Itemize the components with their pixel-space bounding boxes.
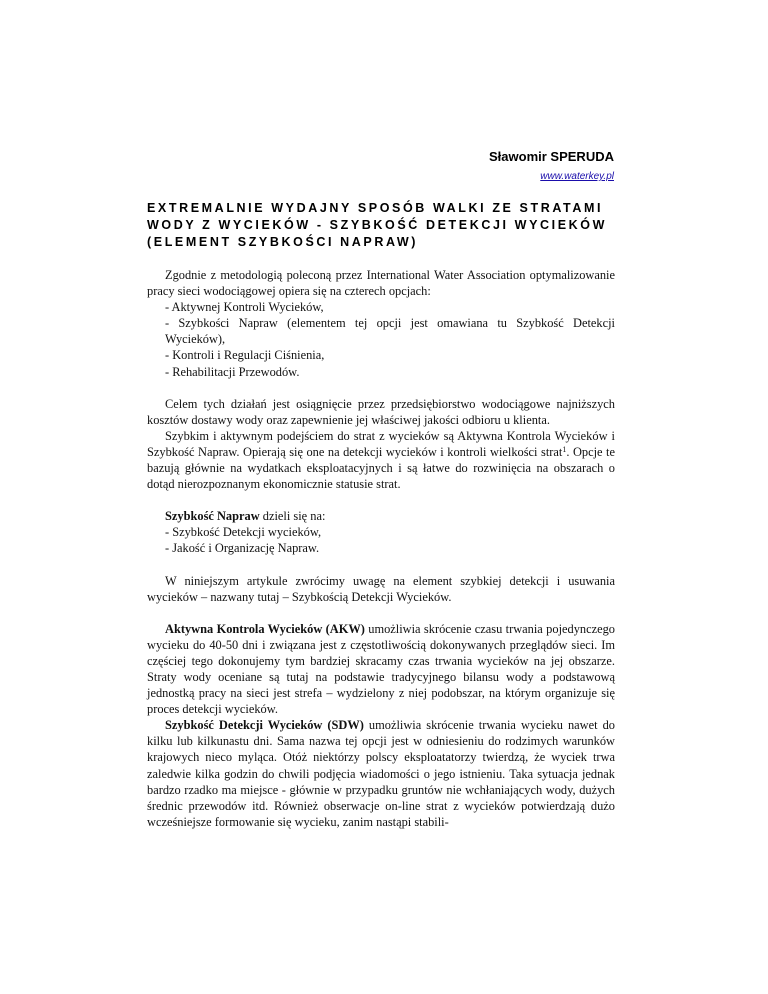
article-title: EXTREMALNIE WYDAJNY SPOSÓB WALKI ZE STRATAMI WODY Z WYCIEKÓW - SZYBKOŚĆ DETEKCJI WYCIEKÓW (ELEMENT SZYBKOŚCI NAPRAW) [147, 201, 608, 249]
split-rest: dzieli się na: [259, 509, 326, 524]
sdw-text: umożliwia skrócenie trwania wycieku nawet do kilku lub kilkunastu dni. Sama nazwa tej opcji jest w odniesieniu do rodzimych warunków krajowych nieco myląca. Otóż niektórzy polscy eksploatatorzy twierdzą, że wyciek trwa zaledwie kilka godzin do chwili podjęcia wiadomości o jego istnieniu. Taka sytuacja jednak bardzo rzadko ma miejsce - głównie w przypadku gruntów nie wchłaniających wody, dużych średnic przewodów itd. Również obserwacje on-line strat z wycieków potwierdzają dużo wcześniejsze formowanie się wycieku, zanim nastąpi stabili- [147, 718, 615, 829]
option-item: - Kontroli i Regulacji Ciśnienia, [165, 348, 325, 363]
option-item: - Rehabilitacji Przewodów. [165, 364, 300, 379]
footnote-marker: 1 [562, 444, 567, 454]
website-link[interactable]: www.waterkey.pl [540, 171, 614, 182]
sdw-bold-term: Szybkość Detekcji Wycieków (SDW) [165, 718, 364, 733]
split-heading [147, 508, 615, 524]
option-item: - Aktywnej Kontroli Wycieków, [165, 300, 324, 315]
split-item: - Jakość i Organizację Napraw. [165, 541, 320, 556]
author-name: Sławomir SPERUDA [489, 149, 614, 164]
akw-paragraph [147, 621, 615, 718]
goal-paragraph: Celem tych działań jest osiągnięcie przez przedsiębiorstwo wodociągowe najniższych kosztów dostawy wody oraz zapewnienie jej właściwej jakości odbioru u klienta. [147, 396, 615, 427]
approach-paragraph [147, 428, 615, 492]
focus-paragraph: W niniejszym artykule zwrócimy uwagę na element szybkiej detekcji i usuwania wycieków – nazwany tutaj – Szybkością Detekcji Wycieków. [147, 573, 615, 604]
akw-text: umożliwia skrócenie czasu trwania pojedynczego wycieku do 40-50 dni i związana jest z częstotliwością dokonywanych przeglądów sieci. Im częściej tego dokonujemy tym bardziej skracamy czas trwania wycieków na jej obszarze. Straty wody oceniane są tutaj na podstawie tradycyjnego bilansu wody a podstawową jednostką pracy na sieci jest strefa – wydzielony z niej podobszar, na którym organizuje się proces detekcji wycieków. [147, 621, 615, 717]
option-item: - Szybkości Napraw (elementem tej opcji jest omawiana tu Szybkość Detekcji Wycieków), [165, 316, 615, 347]
intro-paragraph: Zgodnie z metodologią poleconą przez International Water Association optymalizowanie pracy sieci wodociągowej opiera się na czterech opcjach: [147, 268, 615, 299]
article-body [147, 267, 615, 830]
approach-text-cont: . Opcje te bazują głównie na wydatkach eksploatacyjnych i są łatwe do rozwinięcia na obszarach o dotąd nierozpoznanym ekonomicznie statusie strat. [147, 444, 616, 492]
split-bold-term: Szybkość Napraw [165, 509, 260, 524]
akw-bold-term: Aktywna Kontrola Wycieków (AKW) [165, 621, 365, 636]
split-item: - Szybkość Detekcji wycieków, [165, 525, 322, 540]
approach-text: Szybkim i aktywnym podejściem do strat z wycieków są Aktywna Kontrola Wycieków i Szybkość Napraw. Opierają się one na detekcji wycieków i kontroli wielkości strat [147, 428, 615, 459]
sdw-paragraph [147, 717, 615, 830]
